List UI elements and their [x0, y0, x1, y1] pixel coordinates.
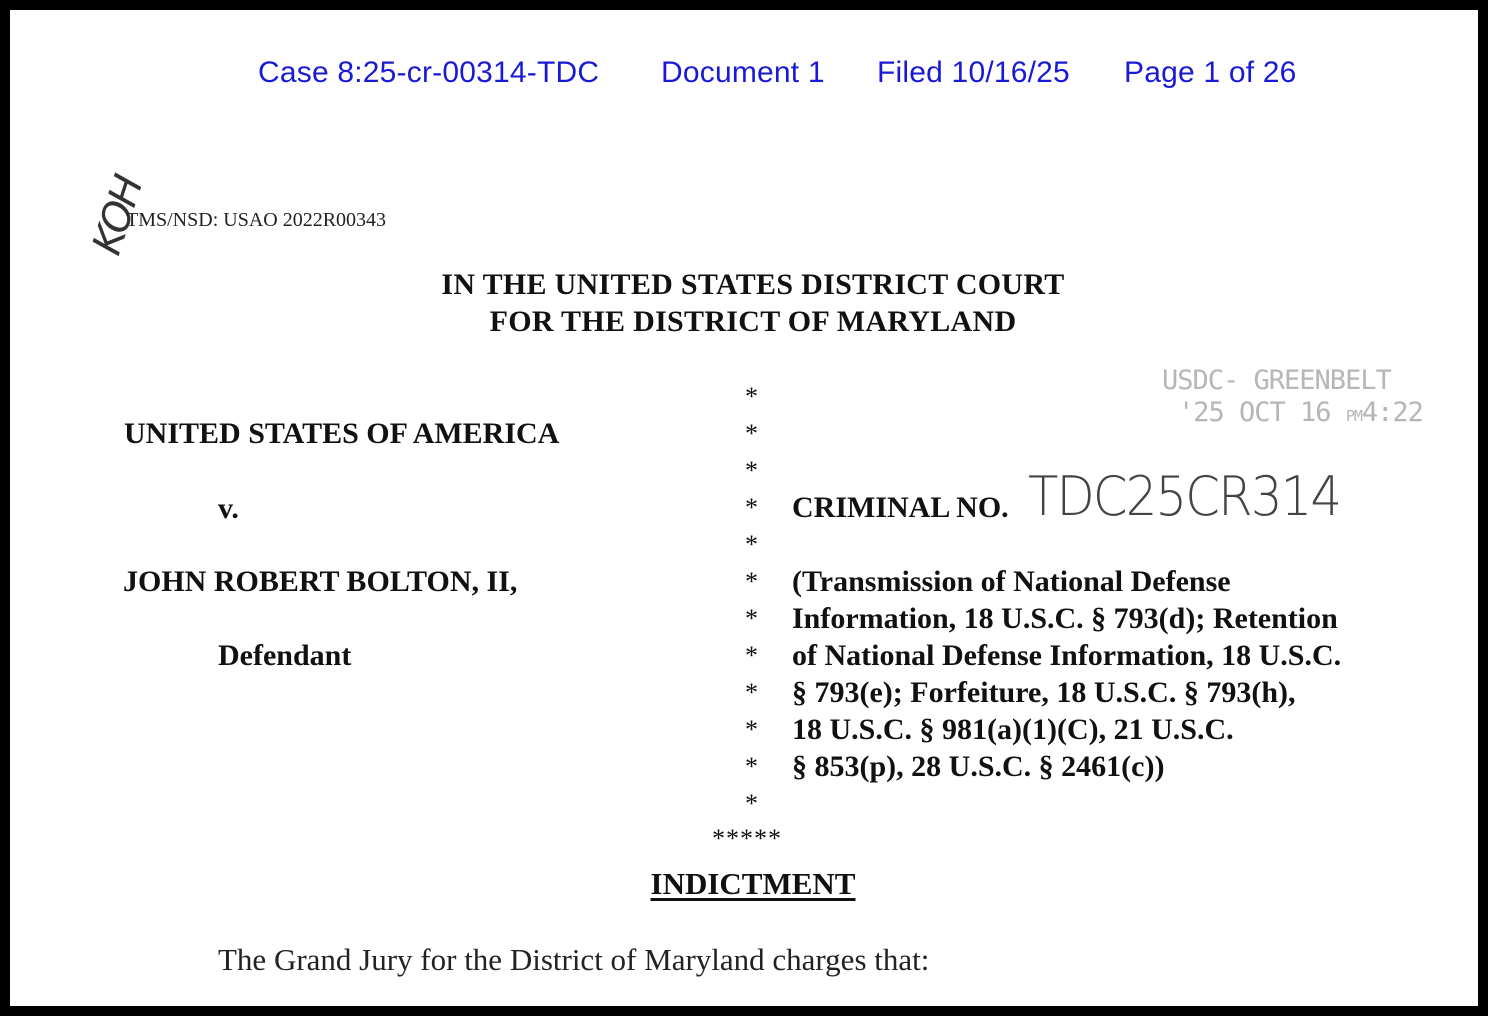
document-page: [10, 10, 1478, 1006]
caption-star: *: [745, 567, 758, 596]
usao-reference: TMS/NSD: USAO 2022R00343: [126, 209, 387, 231]
header-page-number: Page 1 of 26: [1124, 56, 1297, 89]
caption-star: *: [745, 456, 758, 485]
caption-star: *: [745, 641, 758, 670]
defendant-label: Defendant: [218, 639, 352, 672]
header-document-number: Document 1: [661, 56, 825, 89]
charges-line: § 793(e); Forfeiture, 18 U.S.C. § 793(h),: [792, 676, 1296, 709]
caption-star: *: [745, 530, 758, 559]
charges-line: of National Defense Information, 18 U.S.C.: [792, 639, 1342, 672]
handwritten-initials: KOH: [84, 172, 152, 261]
caption-star: *: [745, 789, 758, 818]
charges-line: § 853(p), 28 U.S.C. § 2461(c)): [792, 750, 1165, 783]
filing-stamp-line2: '25 OCT 16 PM4:22: [1178, 397, 1423, 428]
caption-star: *: [745, 382, 758, 411]
versus-label: v.: [218, 492, 239, 525]
filing-stamp-line1: USDC- GREENBELT: [1162, 365, 1391, 396]
charges-line: Information, 18 U.S.C. § 793(d); Retention: [792, 602, 1338, 635]
plaintiff-name: UNITED STATES OF AMERICA: [124, 417, 560, 450]
header-filed-date: Filed 10/16/25: [877, 56, 1070, 89]
caption-star: *: [745, 604, 758, 633]
caption-star-row: *****: [712, 824, 782, 853]
court-name-line1: IN THE UNITED STATES DISTRICT COURT: [441, 268, 1065, 301]
court-name-line2: FOR THE DISTRICT OF MARYLAND: [489, 305, 1017, 338]
charges-line: (Transmission of National Defense: [792, 565, 1231, 598]
caption-star: *: [745, 678, 758, 707]
document-title: INDICTMENT: [650, 866, 856, 901]
defendant-name: JOHN ROBERT BOLTON, II,: [123, 565, 518, 598]
criminal-no-label: CRIMINAL NO.: [792, 491, 1009, 524]
handwritten-case-number: TDC25CR314: [1028, 465, 1341, 528]
caption-star: *: [745, 715, 758, 744]
caption-star: *: [745, 419, 758, 448]
opening-sentence: The Grand Jury for the District of Maryland charges that:: [218, 942, 930, 977]
charges-line: 18 U.S.C. § 981(a)(1)(C), 21 U.S.C.: [792, 713, 1234, 746]
header-case-number: Case 8:25-cr-00314-TDC: [258, 56, 600, 89]
caption-star: *: [745, 752, 758, 781]
caption-star: *: [745, 493, 758, 522]
